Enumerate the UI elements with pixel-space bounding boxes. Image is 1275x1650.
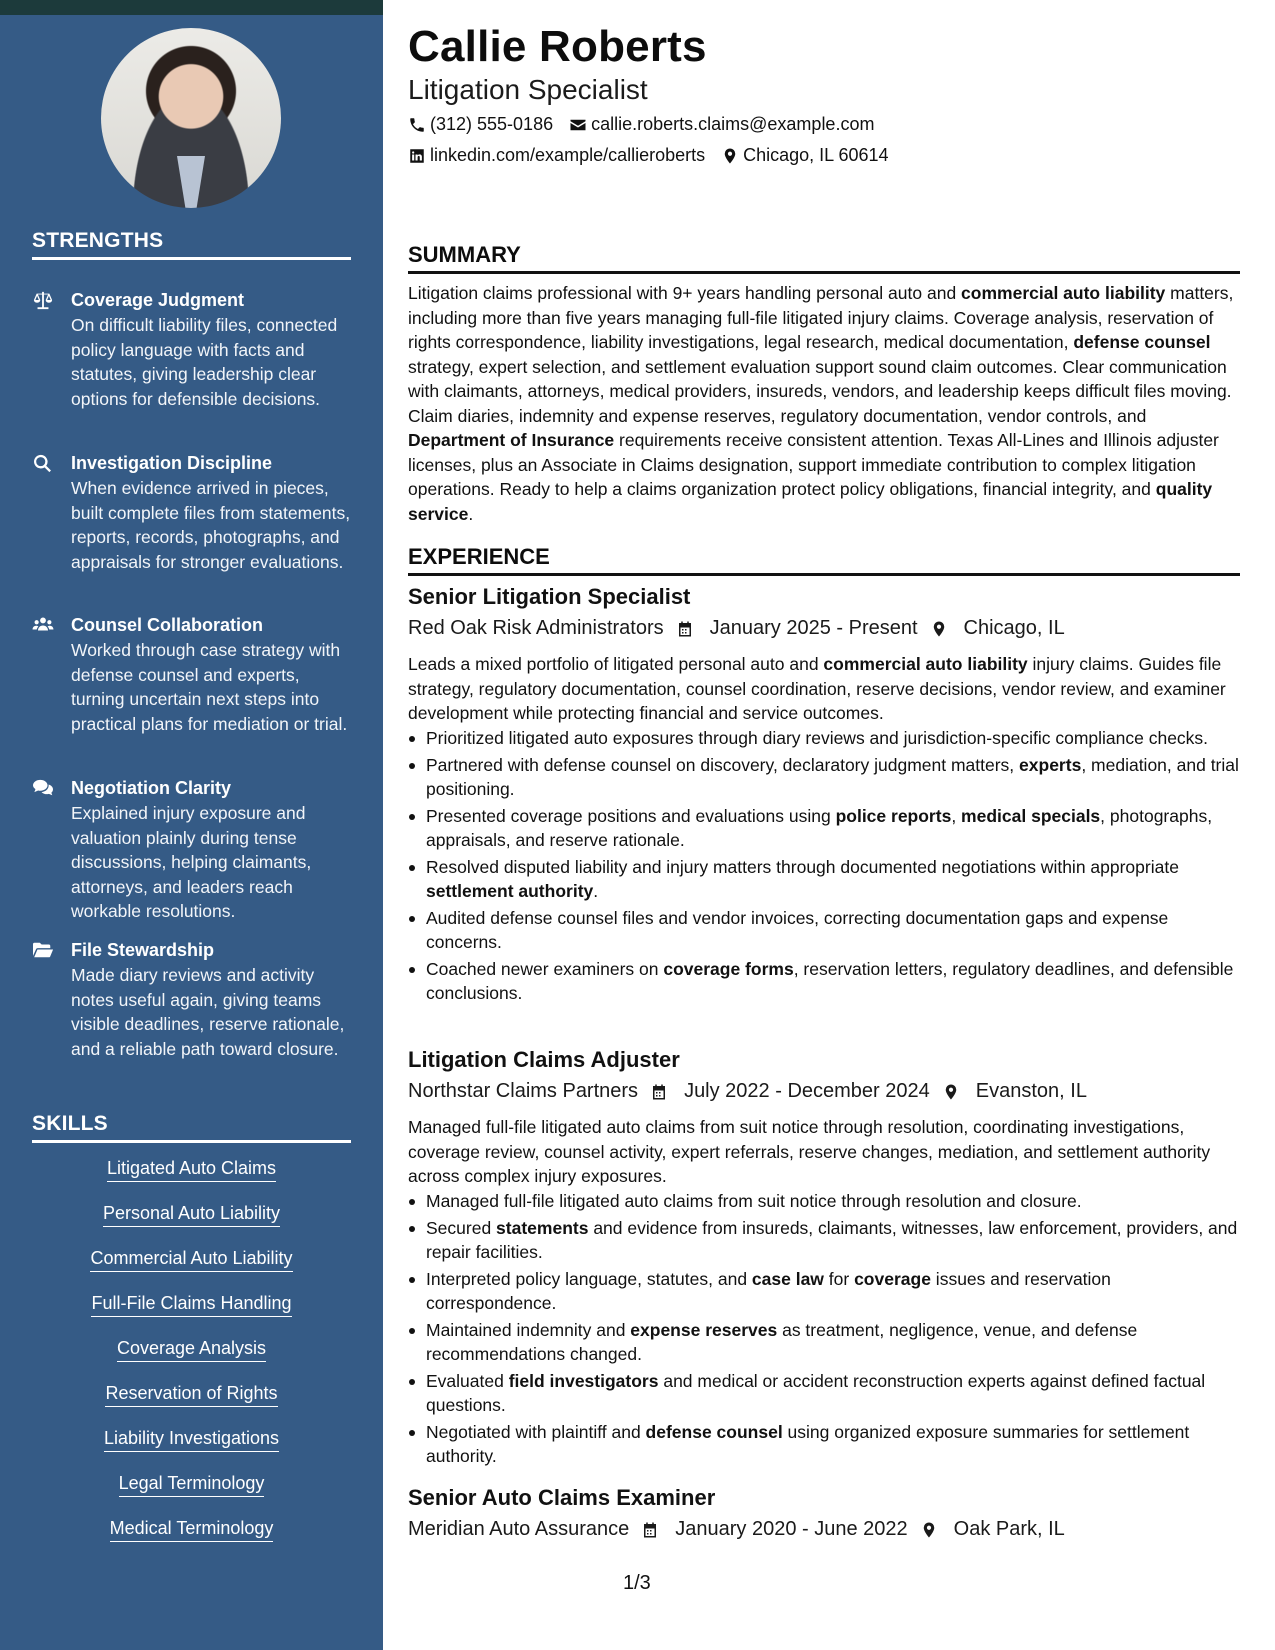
- linkedin-icon: [408, 147, 426, 165]
- bullet-item: [408, 855, 1240, 904]
- job-dates: January 2025 - Present: [709, 617, 918, 639]
- strength-title: Investigation Discipline: [71, 453, 273, 473]
- bullet-item: [408, 1318, 1240, 1367]
- skill-item: Reservation of Rights: [105, 1381, 277, 1407]
- bold-text: field investigators: [508, 1370, 659, 1391]
- sidebar-top-bar: [0, 0, 383, 15]
- bullet-item: [408, 906, 1240, 955]
- skill-item: Commercial Auto Liability: [90, 1246, 292, 1272]
- text-run: .: [593, 881, 599, 901]
- strength-title: Coverage Judgment: [71, 290, 245, 310]
- skill-item: Full-File Claims Handling: [91, 1291, 291, 1317]
- location-pin-icon: [920, 1521, 938, 1539]
- location-pin-icon: [942, 1083, 960, 1101]
- contact-row: [408, 145, 905, 166]
- strength-item: [32, 777, 352, 924]
- candidate-title: Litigation Specialist: [408, 74, 648, 105]
- email-link[interactable]: callie.roberts.claims@example.com: [591, 114, 875, 134]
- bold-text: coverage forms: [663, 958, 794, 979]
- bullet-item: [408, 1267, 1240, 1316]
- bullet-item: [408, 1189, 1240, 1214]
- job-intro: [408, 652, 1240, 726]
- text-run: Prioritized litigated auto exposures through diary reviews and jurisdiction-specific compliance checks.: [426, 728, 1209, 748]
- text-run: Evaluated: [426, 1370, 509, 1391]
- location-pin-icon: [930, 620, 948, 638]
- candidate-name: Callie Roberts: [408, 22, 707, 71]
- text-run: Managed full-file litigated auto claims from suit notice through resolution, coordinating investigations, coverage review, counsel activity, expert referrals, reserve changes, mediation, and settlement authority across complex injury exposures.: [408, 1117, 1211, 1186]
- bold-text: commercial auto liability: [823, 654, 1028, 674]
- text-run: Audited defense counsel files and vendor invoices, correcting documentation gaps and expense concerns.: [426, 907, 1169, 952]
- job-title: Senior Auto Claims Examiner: [408, 1485, 716, 1510]
- job-intro: [408, 1115, 1240, 1189]
- summary-heading: SUMMARY: [408, 242, 1240, 274]
- strength-desc: On difficult liability files, connected policy language with facts and statutes, giving leadership clear options for defensible decisions.: [71, 315, 338, 409]
- text-run: strategy, expert selection, and settlement evaluation support sound claim outcomes. Clear communication with claimants, attorneys, medical providers, insureds, vendors, and leadership keeps difficult files moving. Claim diaries, indemnity and expense reserves, regulatory documentation, vendor controls, and: [408, 356, 1232, 426]
- location-pin-icon: [721, 147, 739, 165]
- envelope-icon: [569, 116, 587, 134]
- strength-desc: When evidence arrived in pieces, built complete files from statements, reports, records, photographs, and appraisals for stronger evaluations.: [71, 478, 351, 572]
- text-run: for: [823, 1268, 855, 1289]
- text-run: , mediation, and trial positioning.: [426, 754, 1239, 799]
- job-bullets: [408, 726, 1240, 1008]
- strength-item: [32, 289, 352, 411]
- strength-item: [32, 452, 352, 574]
- calendar-icon: [641, 1521, 659, 1539]
- text-run: injury claims. Guides file strategy, regulatory documentation, counsel coordination, reserve decisions, vendor review, and examiner development while protecting financial and service outcomes.: [408, 654, 1226, 723]
- bold-text: defense counsel: [645, 1421, 783, 1442]
- job-dates: July 2022 - December 2024: [684, 1080, 930, 1102]
- skill-item: Legal Terminology: [119, 1471, 265, 1497]
- text-run: Leads a mixed portfolio of litigated personal auto and: [408, 654, 824, 674]
- text-run: as treatment, negligence, venue, and defense recommendations changed.: [426, 1319, 1138, 1364]
- job-bullets: [408, 1189, 1240, 1471]
- text-run: requirements receive consistent attention. Texas All-Lines and Illinois adjuster licenses, plus an Associate in Claims designation, support immediate contribution to complex litigation operations. Ready to help a claims organization protect policy obligations, financial integrity, and: [408, 430, 1219, 499]
- bold-text: experts: [1019, 754, 1082, 775]
- job-meta: [408, 1518, 1065, 1541]
- company-name: Northstar Claims Partners: [408, 1080, 639, 1102]
- strength-title: Counsel Collaboration: [71, 615, 264, 635]
- text-run: , reservation letters, regulatory deadlines, and defensible conclusions.: [426, 958, 1234, 1003]
- strength-desc: Worked through case strategy with defense counsel and experts, turning uncertain next steps into practical plans for mediation or trial.: [71, 640, 348, 734]
- bullet-item: [408, 957, 1240, 1006]
- page-number: 1/3: [623, 1572, 651, 1594]
- job-meta: [408, 617, 1065, 640]
- bold-text: coverage: [854, 1268, 931, 1289]
- text-run: using organized exposure summaries for settlement authority.: [426, 1421, 1190, 1466]
- location-text: Chicago, IL 60614: [743, 145, 889, 165]
- job-location: Chicago, IL: [963, 617, 1065, 639]
- strength-desc: Explained injury exposure and valuation plainly during tense discussions, helping claimants, attorneys, and leaders reach workable resolutions.: [71, 803, 312, 921]
- job-location: Oak Park, IL: [953, 1518, 1065, 1540]
- phone-text: (312) 555-0186: [430, 114, 554, 134]
- skills-heading: SKILLS: [32, 1112, 351, 1143]
- job-title: Senior Litigation Specialist: [408, 584, 691, 609]
- text-run: .: [468, 503, 474, 524]
- text-run: Partnered with defense counsel on discovery, declaratory judgment matters,: [426, 754, 1020, 775]
- bullet-item: [408, 753, 1240, 802]
- strength-title: File Stewardship: [71, 940, 215, 960]
- bold-text: settlement authority: [426, 881, 594, 901]
- bold-text: quality service: [408, 479, 1213, 524]
- strength-item: [32, 614, 352, 736]
- scale-icon: [32, 290, 56, 312]
- text-run: issues and reservation correspondence.: [426, 1268, 1111, 1313]
- users-icon: [32, 615, 56, 637]
- text-run: Managed full-file litigated auto claims from suit notice through resolution and closure.: [426, 1191, 1082, 1211]
- bold-text: medical specials: [961, 805, 1101, 826]
- bold-text: statements: [496, 1217, 589, 1238]
- skill-item: Liability Investigations: [104, 1426, 279, 1452]
- text-run: Interpreted policy language, statutes, and: [426, 1268, 752, 1289]
- skills-list: [32, 1156, 351, 1561]
- phone-icon: [408, 116, 426, 134]
- strength-item: [32, 939, 352, 1061]
- job-title: Litigation Claims Adjuster: [408, 1047, 680, 1072]
- text-run: Coached newer examiners on: [426, 958, 664, 979]
- bullet-item: [408, 804, 1240, 853]
- skill-item: Coverage Analysis: [117, 1336, 266, 1362]
- skill-item: Litigated Auto Claims: [107, 1156, 276, 1182]
- bullet-item: [408, 1216, 1240, 1265]
- strengths-heading: STRENGTHS: [32, 229, 351, 260]
- text-run: and medical or accident reconstruction experts against defined factual questions.: [426, 1370, 1206, 1415]
- bold-text: Department of Insurance: [408, 430, 615, 450]
- bullet-item: [408, 726, 1240, 751]
- job-meta: [408, 1080, 1087, 1103]
- calendar-icon: [676, 620, 694, 638]
- profile-photo: [101, 28, 281, 208]
- sidebar: [0, 0, 383, 1650]
- strength-title: Negotiation Clarity: [71, 778, 232, 798]
- linkedin-link[interactable]: linkedin.com/example/callieroberts: [430, 145, 706, 165]
- text-run: , photographs, appraisals, and reserve rationale.: [426, 805, 1213, 850]
- bullet-item: [408, 1369, 1240, 1418]
- skill-item: Personal Auto Liability: [103, 1201, 280, 1227]
- search-icon: [32, 453, 56, 475]
- strength-desc: Made diary reviews and activity notes useful again, giving teams visible deadlines, reserve rationale, and a reliable path toward closure.: [71, 965, 345, 1059]
- comments-icon: [32, 778, 56, 800]
- bold-text: expense reserves: [630, 1319, 778, 1340]
- bold-text: case law: [751, 1268, 824, 1289]
- text-run: Maintained indemnity and: [426, 1319, 631, 1340]
- job-location: Evanston, IL: [975, 1080, 1087, 1102]
- bold-text: defense counsel: [1073, 332, 1211, 352]
- experience-heading: EXPERIENCE: [408, 544, 1240, 576]
- job-dates: January 2020 - June 2022: [675, 1518, 908, 1540]
- skill-item: Medical Terminology: [110, 1516, 274, 1542]
- text-run: matters, including more than five years managing full-file litigated injury claims. Coverage analysis, reservation of rights correspondence, liability investigations, legal research, medical documentation,: [408, 283, 1234, 352]
- contact-row: [408, 114, 890, 135]
- text-run: Presented coverage positions and evaluations using: [426, 805, 836, 826]
- text-run: and evidence from insureds, claimants, witnesses, law enforcement, providers, and repair facilities.: [426, 1217, 1238, 1262]
- calendar-icon: [650, 1083, 668, 1101]
- company-name: Meridian Auto Assurance: [408, 1518, 630, 1540]
- text-run: Resolved disputed liability and injury matters through documented negotiations within appropriate: [426, 856, 1179, 877]
- folder-open-icon: [32, 940, 56, 962]
- text-run: ,: [951, 805, 962, 826]
- text-run: Secured: [426, 1217, 497, 1238]
- company-name: Red Oak Risk Administrators: [408, 617, 664, 639]
- bold-text: police reports: [835, 805, 952, 826]
- text-run: Negotiated with plaintiff and: [426, 1421, 646, 1442]
- text-run: Litigation claims professional with 9+ years handling personal auto and: [408, 283, 962, 303]
- summary-text: [408, 281, 1240, 526]
- bold-text: commercial auto liability: [961, 283, 1166, 303]
- bullet-item: [408, 1420, 1240, 1469]
